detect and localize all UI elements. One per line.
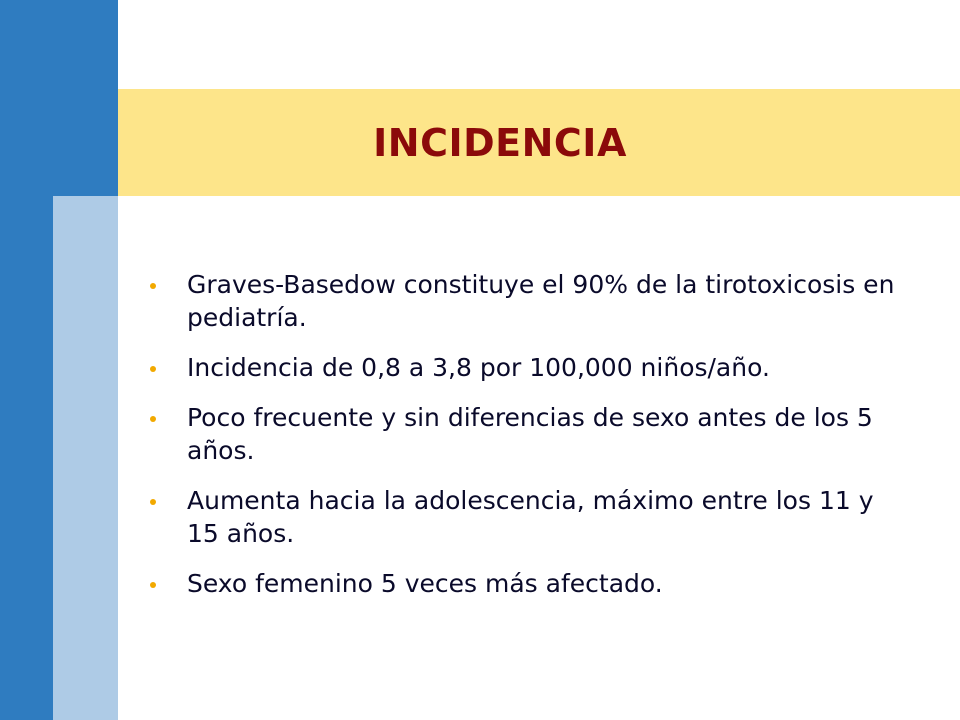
- bullet-dot-icon: [150, 416, 156, 422]
- bullet-list: [150, 268, 910, 617]
- bullet-text: Aumenta hacia la adolescencia, máximo entre los 11 y 15 años.: [187, 486, 874, 548]
- list-item: [150, 401, 910, 467]
- slide-title: INCIDENCIA: [373, 120, 627, 165]
- list-item: [150, 567, 910, 600]
- bullet-text: Sexo femenino 5 veces más afectado.: [187, 569, 663, 598]
- sidebar-light-bar: [53, 196, 118, 720]
- bullet-dot-icon: [150, 366, 156, 372]
- bullet-text: Graves-Basedow constituye el 90% de la tirotoxicosis en pediatría.: [187, 270, 895, 332]
- bullet-text: Incidencia de 0,8 a 3,8 por 100,000 niños/año.: [187, 353, 770, 382]
- bullet-text: Poco frecuente y sin diferencias de sexo antes de los 5 años.: [187, 403, 873, 465]
- list-item: [150, 351, 910, 384]
- list-item: [150, 268, 910, 334]
- list-item: [150, 484, 910, 550]
- bullet-dot-icon: [150, 283, 156, 289]
- bullet-dot-icon: [150, 582, 156, 588]
- bullet-dot-icon: [150, 499, 156, 505]
